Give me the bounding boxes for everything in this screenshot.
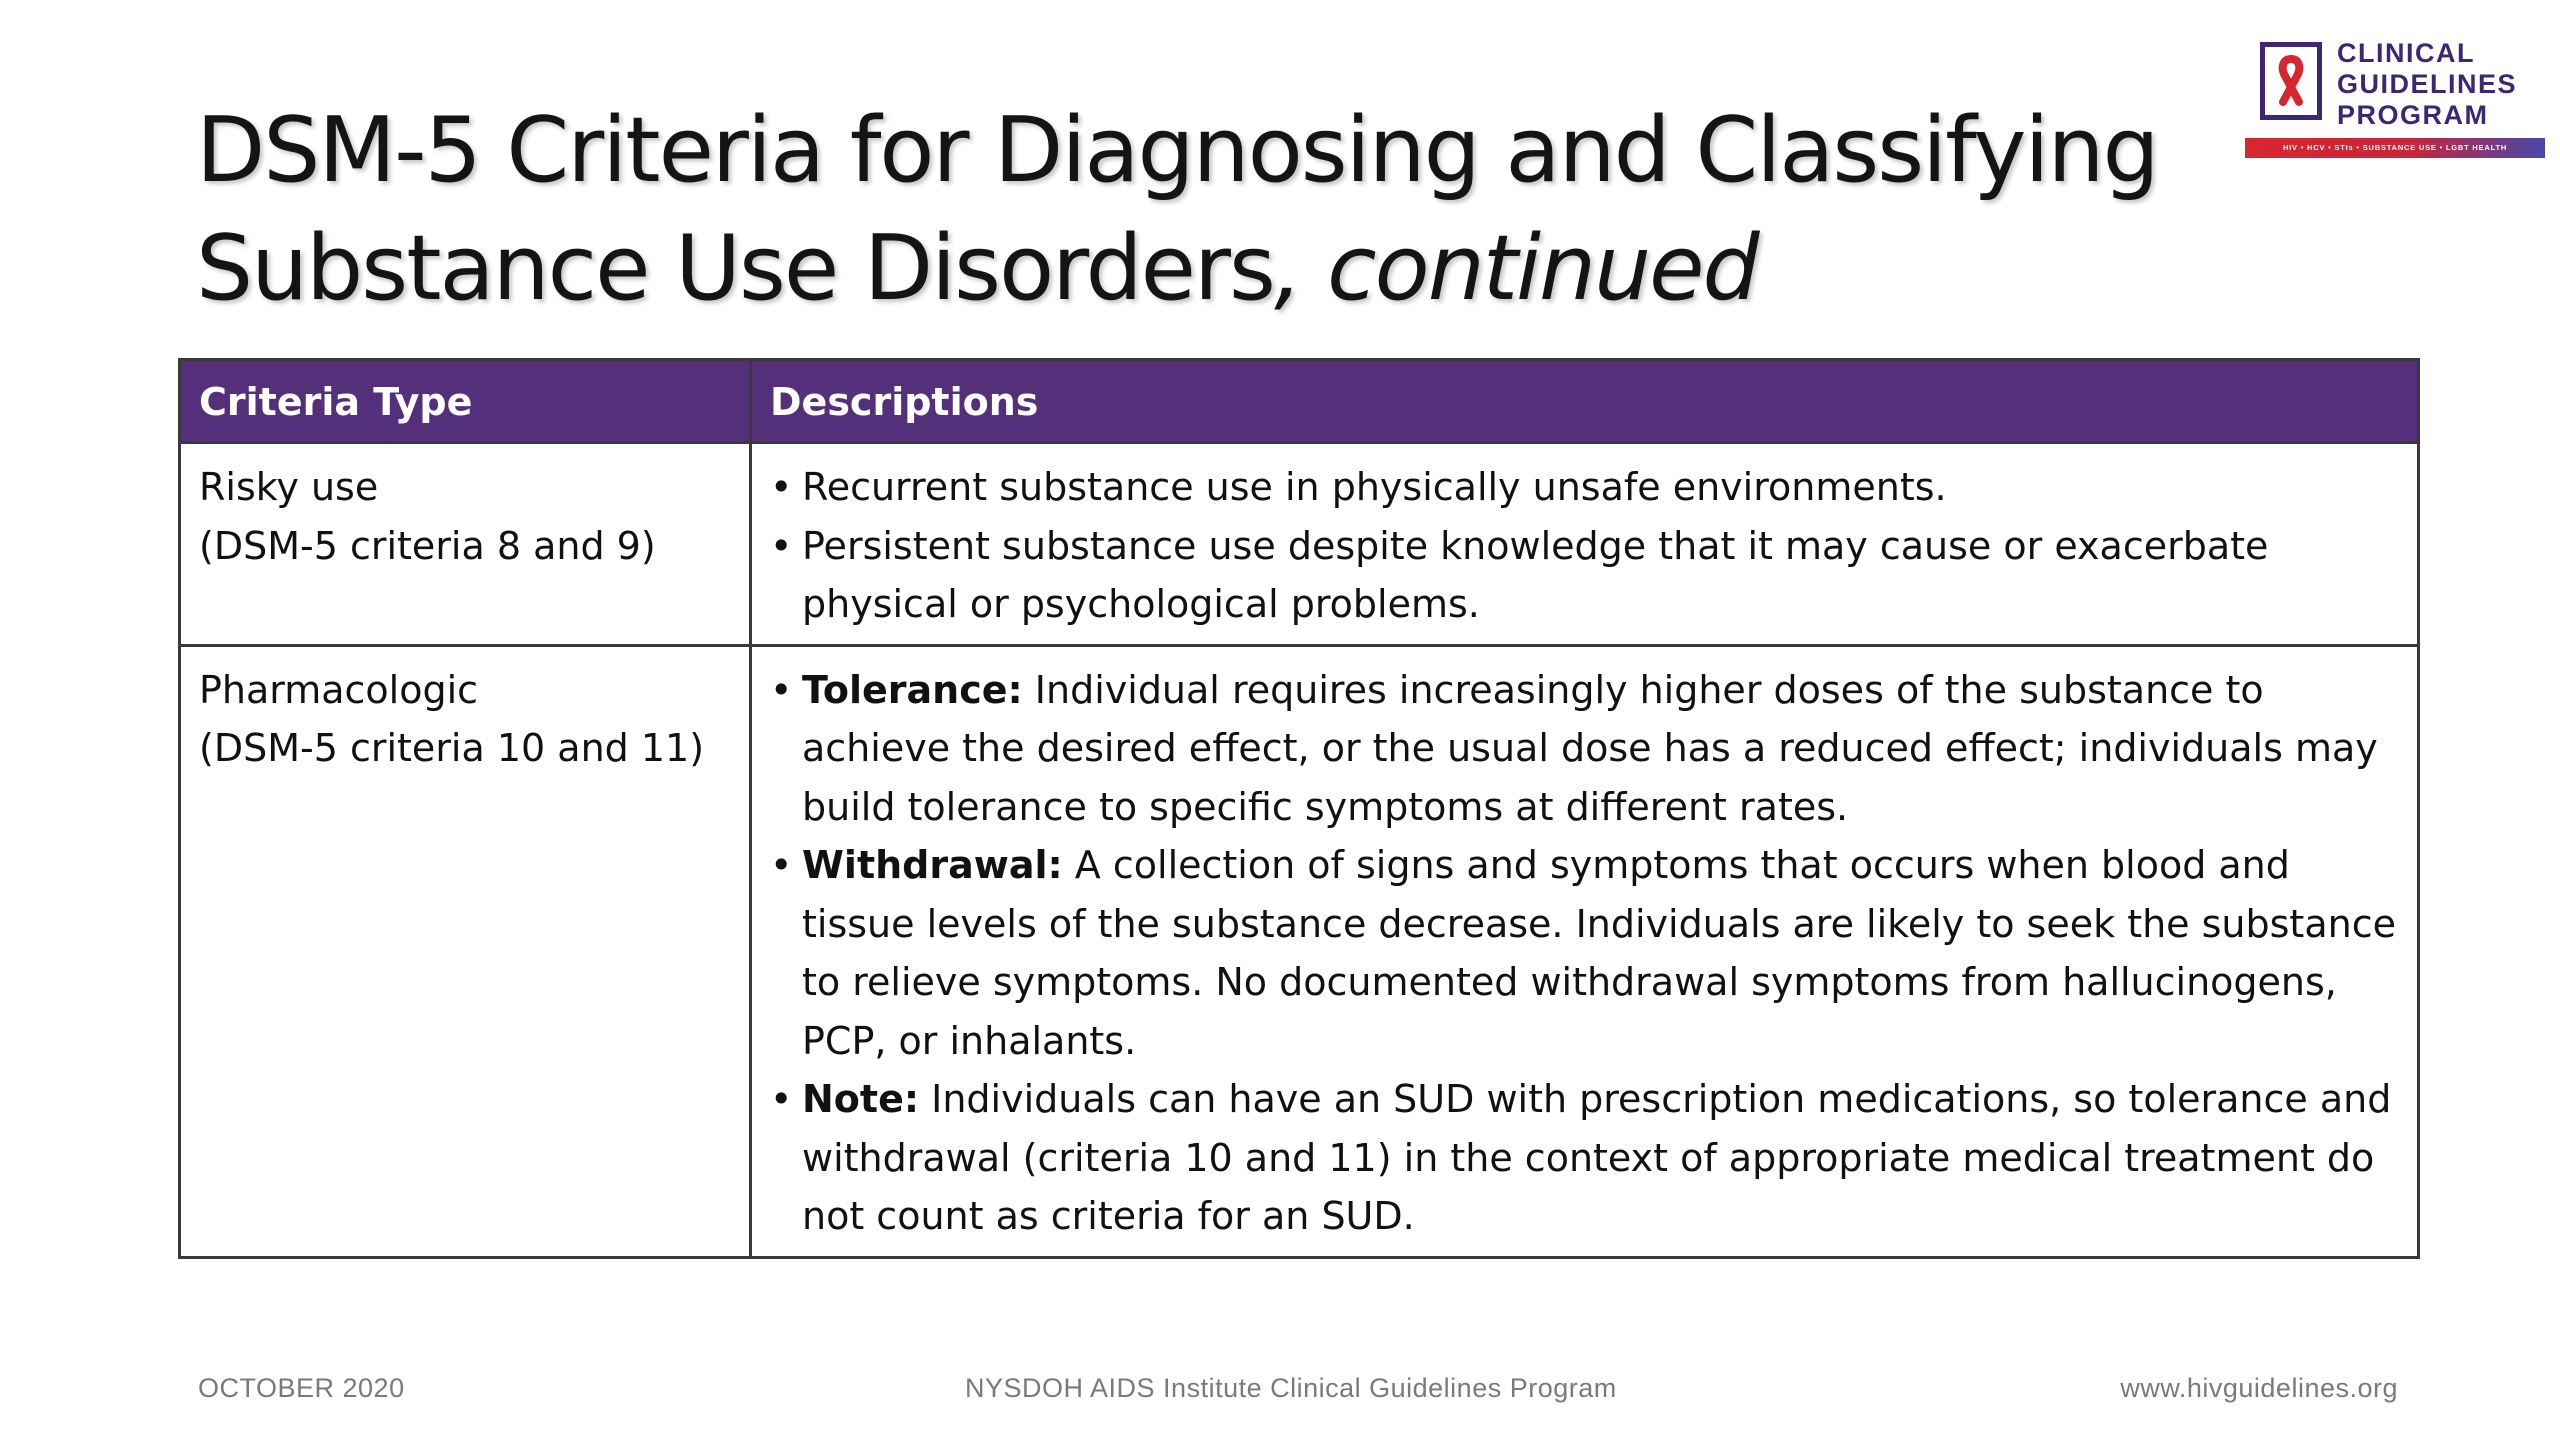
criteria-type-reference: (DSM-5 criteria 10 and 11) <box>199 726 705 770</box>
description-cell <box>751 645 2419 1257</box>
description-cell <box>751 443 2419 646</box>
table-row <box>180 645 2419 1257</box>
list-item <box>770 661 2399 837</box>
bullet-label: Note: <box>802 1077 920 1121</box>
description-list <box>770 458 2399 634</box>
logo-line-1: CLINICAL <box>2337 38 2475 68</box>
title-line-1: DSM-5 Criteria for Diagnosing and Classifying <box>196 98 2158 203</box>
bullet-text: Individual requires increasingly higher doses of the substance to achieve the desired effect, or the usual dose has a reduced effect; individuals may build tolerance to specific symptoms at different rates. <box>802 667 2378 829</box>
bullet-text: Individuals can have an SUD with prescription medications, so tolerance and withdrawal (criteria 10 and 11) in the context of appropriate medical treatment do not count as criteria for an SUD. <box>802 1077 2392 1238</box>
bullet-label: Withdrawal: <box>802 843 1063 887</box>
logo-wordmark <box>2337 38 2517 131</box>
criteria-table <box>178 358 2420 1259</box>
criteria-type-reference: (DSM-5 criteria 8 and 9) <box>199 523 656 568</box>
bullet-text: Persistent substance use despite knowledge that it may cause or exacerbate physical or psychological problems. <box>802 523 2269 626</box>
bullet-text: Recurrent substance use in physically unsafe environments. <box>802 465 1947 509</box>
criteria-type-cell <box>180 645 751 1257</box>
column-header-criteria-type: Criteria Type <box>180 360 751 443</box>
list-item <box>770 1070 2399 1246</box>
title-line-2: Substance Use Disorders <box>196 216 1274 321</box>
red-ribbon-icon <box>2272 55 2310 107</box>
criteria-type-name: Pharmacologic <box>199 667 479 712</box>
bullet-text: A collection of signs and symptoms that occurs when blood and tissue levels of the substance decrease. Individuals are likely to seek the substance to relieve symptoms. No documented withdrawal symptoms from hallucinogens, PCP, or inhalants. <box>802 843 2396 1063</box>
list-item <box>770 458 2399 517</box>
clinical-guidelines-program-logo <box>2245 38 2545 163</box>
logo-line-3: PROGRAM <box>2337 100 2489 130</box>
logo-tagline: HIV • HCV • STIs • SUBSTANCE USE • LGBT HEALTH <box>2245 138 2545 158</box>
footer-organization: NYSDOH AIDS Institute Clinical Guidelines Program <box>965 1373 1617 1403</box>
list-item <box>770 836 2399 1070</box>
criteria-type-name: Risky use <box>199 465 379 509</box>
list-item <box>770 517 2399 634</box>
bullet-label: Tolerance: <box>802 667 1023 712</box>
table-header-row <box>180 360 2419 443</box>
column-header-descriptions: Descriptions <box>751 360 2419 443</box>
title-suffix: , continued <box>1273 216 1758 321</box>
criteria-type-cell <box>180 443 751 646</box>
description-list <box>770 661 2399 1246</box>
logo-mark <box>2260 42 2322 120</box>
footer-url[interactable]: www.hivguidelines.org <box>2120 1373 2398 1403</box>
table-row <box>180 443 2419 646</box>
footer-date: OCTOBER 2020 <box>198 1373 405 1403</box>
slide-title <box>196 92 2196 328</box>
logo-line-2: GUIDELINES <box>2337 69 2518 99</box>
